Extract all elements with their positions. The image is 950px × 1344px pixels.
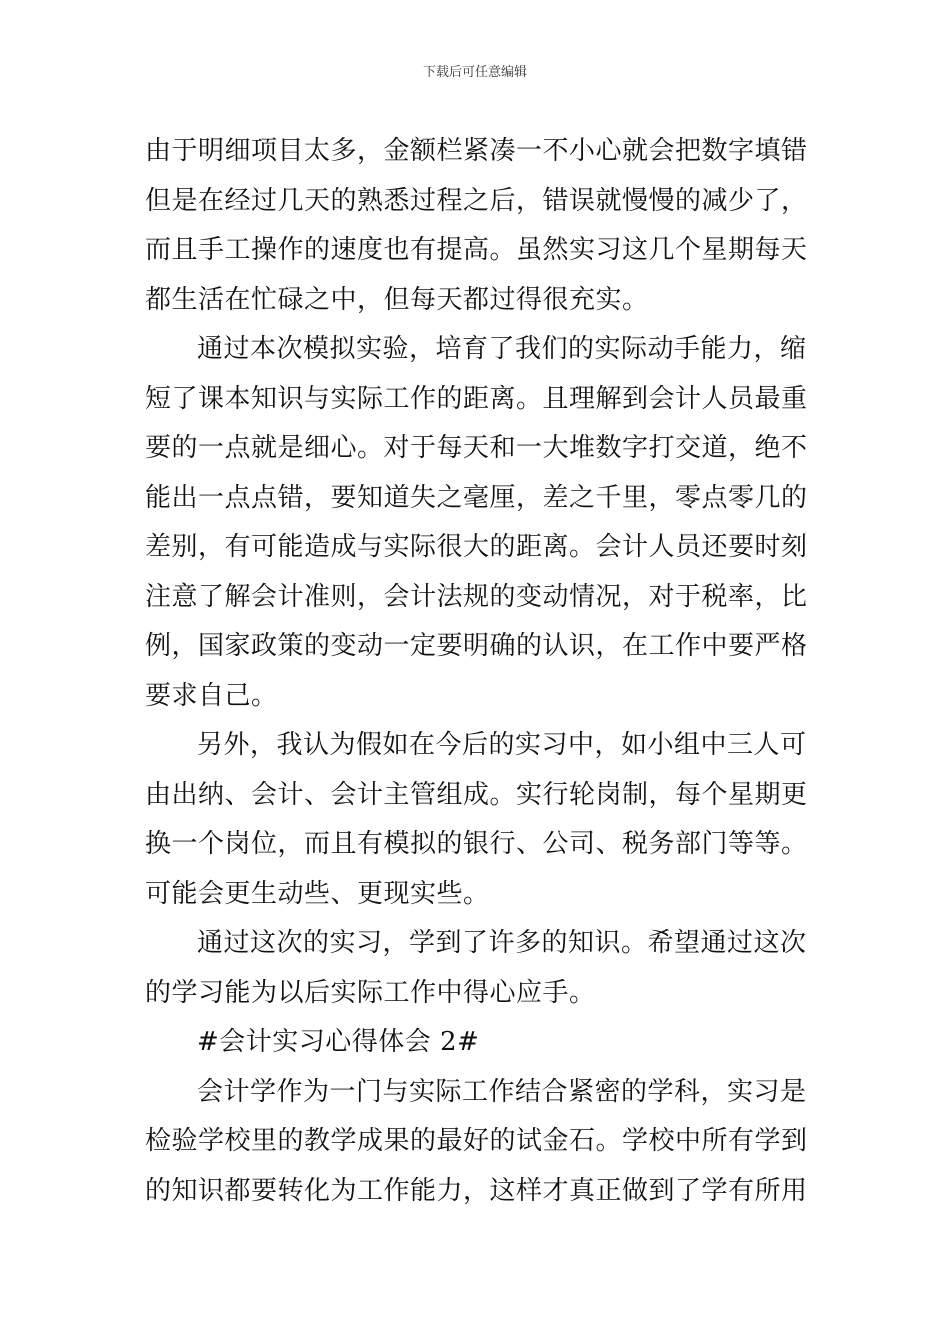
text-line: 要求自己。 [145, 680, 278, 711]
text-line: 由出纳、会计、会计主管组成。实行轮岗制，每个星期更 [145, 779, 808, 810]
paragraph-first-line: 另外，我认为假如在今后的实习中，如小组中三人可 [197, 730, 807, 760]
text-line: 例，国家政策的变动一定要明确的认识，在工作中要严格 [145, 631, 808, 661]
text-line: 的学习能为以后实际工作中得心应手。 [145, 977, 596, 1008]
text-line: 换一个岗位，而且有模拟的银行、公司、税务部门等等。 [145, 829, 808, 859]
text-line: 都生活在忙碌之中，但每天都过得很充实。 [145, 284, 649, 315]
paragraph-first-line: 通过这次的实习，学到了许多的知识。希望通过这次 [197, 928, 807, 958]
text-line: 短了课本知识与实际工作的距离。且理解到会计人员最重 [145, 383, 808, 414]
text-line: 而且手工操作的速度也有提高。虽然实习这几个星期每天 [145, 235, 808, 265]
text-line: 检验学校里的教学成果的最好的试金石。学校中所有学到 [145, 1126, 808, 1156]
text-line: 能出一点点错，要知道失之毫厘，差之千里，零点零几的 [145, 482, 808, 513]
text-line: 的知识都要转化为工作能力，这样才真正做到了学有所用 [145, 1175, 808, 1206]
text-line: 可能会更生动些、更现实些。 [145, 878, 490, 909]
text-line: 要的一点就是细心。对于每天和一大堆数字打交道，绝不 [145, 433, 808, 463]
document-body [145, 127, 809, 1216]
paragraph-first-line: 通过本次模拟实验，培育了我们的实际动手能力，缩 [197, 334, 807, 364]
page-header: 下载后可任意编辑 [422, 65, 527, 80]
text-line: 注意了解会计准则，会计法规的变动情况，对于税率，比 [145, 581, 808, 612]
text-line: 但是在经过几天的熟悉过程之后，错误就慢慢的减少了， [145, 185, 808, 216]
text-line: 差别，有可能造成与实际很大的距离。会计人员还要时刻 [145, 532, 808, 562]
section-heading: #会计实习心得体会 2# [197, 1027, 480, 1057]
paragraph-first-line: 会计学作为一门与实际工作结合紧密的学科，实习是 [197, 1076, 807, 1107]
text-line: 由于明细项目太多，金额栏紧凑一不小心就会把数字填错 [145, 136, 808, 166]
